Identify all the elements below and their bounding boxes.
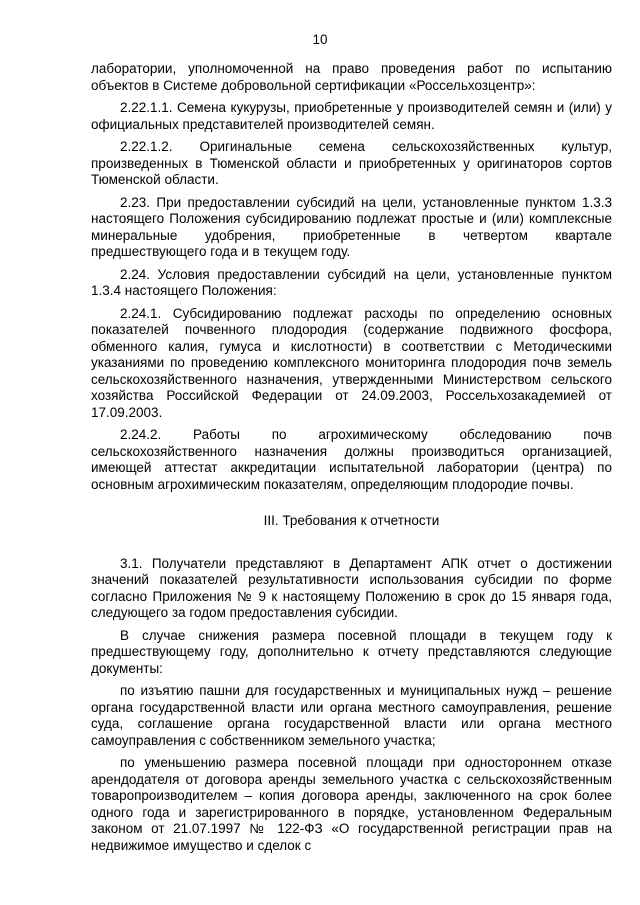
paragraph-2-24-1: 2.24.1. Субсидированию подлежат расходы по определению основных показателей почвенного плодородия (содержание подвижного фосфора, обменного калия, гумуса и кислотности) в соответствии с Методическими указаниями по проведению комплексного мониторинга плодородия почв земель сельскохозяйственного назначения, утвержденными Министерством сельского хозяйства Российской Федерации от 24.09.2003, Россельхозакадемией от 17.09.2003. [91, 305, 612, 420]
paragraph-2-22-1-1: 2.22.1.1. Семена кукурузы, приобретенные у производителей семян и (или) у официальных представителей производителей семян. [91, 100, 612, 132]
document-body [91, 61, 612, 860]
paragraph-2-22-1-2: 2.22.1.2. Оригинальные семена сельскохозяйственных культур, произведенных в Тюменской области и приобретенных у оригинаторов сортов Тюменской области. [91, 139, 612, 187]
paragraph-2-24: 2.24. Условия предоставлении субсидий на цели, установленные пунктом 1.3.4 настоящего Положения: [91, 266, 612, 298]
paragraph-2-24-2: 2.24.2. Работы по агрохимическому обследованию почв сельскохозяйственного назначения должны производиться организацией, имеющей аттестат аккредитации испытательной лаборатории (центра) по основным агрохимическим показателям, определяющим плодородие почвы. [91, 427, 612, 492]
paragraph-continuation: лаборатории, уполномоченной на право проведения работ по испытанию объектов в Системе добровольной сертификации «Россельхозцентр»: [91, 61, 612, 93]
paragraph-2-23: 2.23. При предоставлении субсидий на цели, установленные пунктом 1.3.3 настоящего Положения субсидированию подлежат простые и (или) комплексные минеральные удобрения, приобретенные в четвертом квартале предшествующего года и в текущем году. [91, 194, 612, 259]
paragraph-3-1: 3.1. Получатели представляют в Департамент АПК отчет о достижении значений показателей результативности использования субсидии по форме согласно Приложения № 9 к настоящему Положению в срок до 15 января года, следующего за годом предоставления субсидии. [91, 555, 612, 620]
paragraph-area-reduction: В случае снижения размера посевной площади в текущем году к предшествующему году, дополнительно к отчету представляются следующие документы: [91, 627, 612, 676]
page-number: 10 [312, 32, 328, 47]
paragraph-lease-refusal: по уменьшению размера посевной площади при одностороннем отказе арендодателя от договора аренды земельного участка с сельскохозяйственным товаропроизводителем – копия договора аренды, заключенного на срок более одного года и зарегистрированного в порядке, установленном Федеральным законом от 21.07.1997 № 122-ФЗ «О государственной регистрации прав на недвижимое имущество и сделок с [91, 755, 612, 853]
section-heading: III. Требования к отчетности [263, 513, 440, 528]
paragraph-land-seizure: по изъятию пашни для государственных и муниципальных нужд – решение органа государственной власти или органа местного самоуправления, решение суда, соглашение органа государственной власти или органа местного самоуправления с собственником земельного участка; [91, 683, 612, 748]
